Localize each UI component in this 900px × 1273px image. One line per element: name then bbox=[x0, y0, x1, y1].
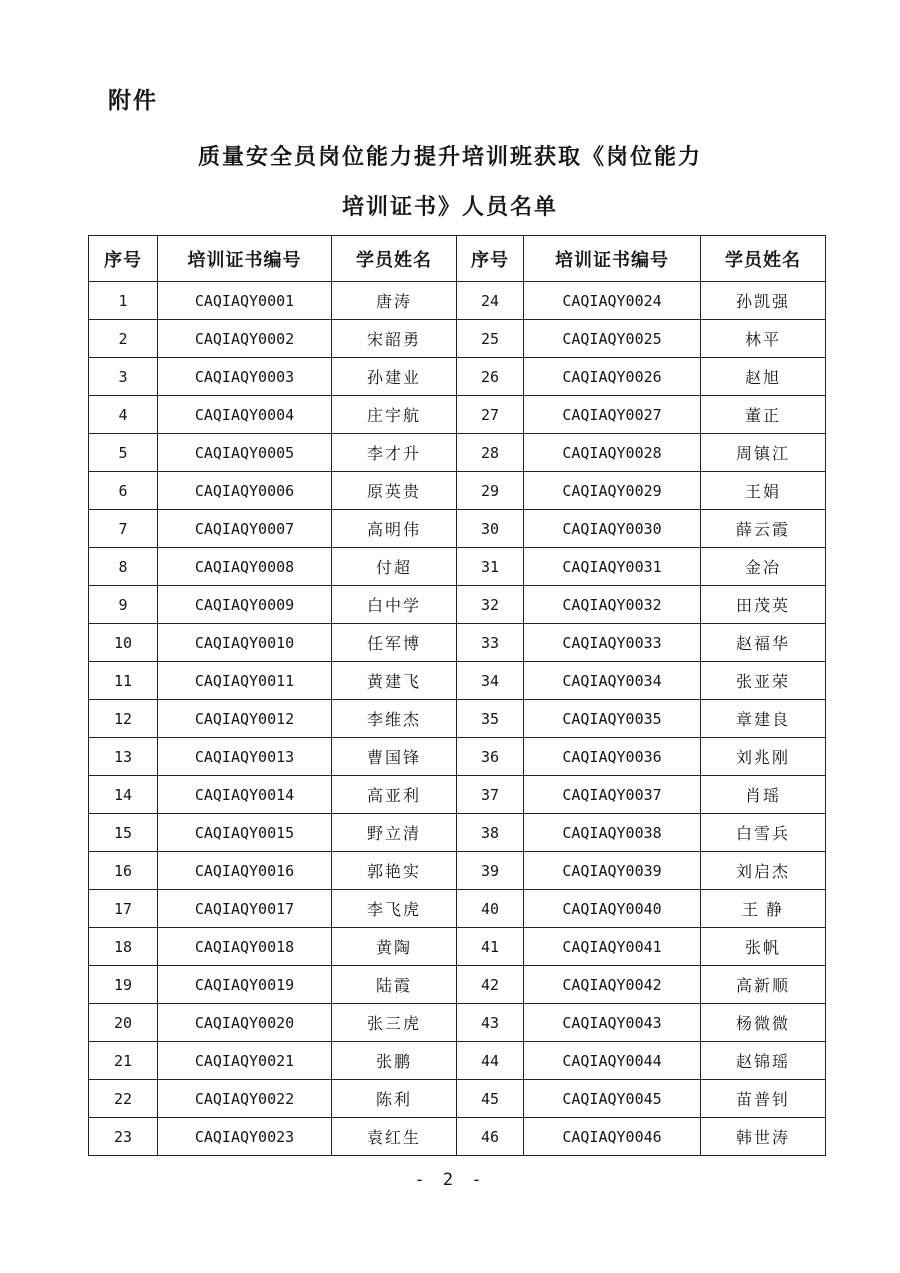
certificate-number-cell: CAQIAQY0026 bbox=[524, 358, 701, 396]
student-name-cell: 赵锦瑶 bbox=[701, 1042, 826, 1080]
certificate-number-cell: CAQIAQY0014 bbox=[158, 776, 332, 814]
student-name-cell: 高新顺 bbox=[701, 966, 826, 1004]
student-name-cell: 高明伟 bbox=[332, 510, 457, 548]
table-row bbox=[89, 700, 826, 738]
certificate-number-cell: CAQIAQY0013 bbox=[158, 738, 332, 776]
certificate-number-cell: CAQIAQY0020 bbox=[158, 1004, 332, 1042]
serial-number-cell: 6 bbox=[89, 472, 158, 510]
serial-number-cell: 41 bbox=[457, 928, 524, 966]
student-name-cell: 庄宇航 bbox=[332, 396, 457, 434]
table-row bbox=[89, 358, 826, 396]
student-name-cell: 肖瑶 bbox=[701, 776, 826, 814]
student-name-cell: 曹国锋 bbox=[332, 738, 457, 776]
serial-number-cell: 7 bbox=[89, 510, 158, 548]
certificate-number-cell: CAQIAQY0011 bbox=[158, 662, 332, 700]
table-row bbox=[89, 738, 826, 776]
serial-number-cell: 31 bbox=[457, 548, 524, 586]
serial-number-cell: 26 bbox=[457, 358, 524, 396]
certificate-number-cell: CAQIAQY0003 bbox=[158, 358, 332, 396]
serial-number-cell: 42 bbox=[457, 966, 524, 1004]
student-name-cell: 孙建业 bbox=[332, 358, 457, 396]
serial-number-cell: 32 bbox=[457, 586, 524, 624]
table-row bbox=[89, 662, 826, 700]
table-row bbox=[89, 1118, 826, 1156]
certificate-number-cell: CAQIAQY0023 bbox=[158, 1118, 332, 1156]
certificate-number-cell: CAQIAQY0037 bbox=[524, 776, 701, 814]
certificate-roster-table bbox=[88, 235, 826, 1156]
serial-number-cell: 17 bbox=[89, 890, 158, 928]
column-header-serial-left: 序号 bbox=[89, 236, 158, 282]
table-row bbox=[89, 890, 826, 928]
student-name-cell: 田茂英 bbox=[701, 586, 826, 624]
certificate-number-cell: CAQIAQY0034 bbox=[524, 662, 701, 700]
serial-number-cell: 10 bbox=[89, 624, 158, 662]
certificate-number-cell: CAQIAQY0005 bbox=[158, 434, 332, 472]
serial-number-cell: 21 bbox=[89, 1042, 158, 1080]
title-line-1: 质量安全员岗位能力提升培训班获取《岗位能力 bbox=[197, 144, 702, 169]
student-name-cell: 孙凯强 bbox=[701, 282, 826, 320]
student-name-cell: 高亚利 bbox=[332, 776, 457, 814]
certificate-number-cell: CAQIAQY0017 bbox=[158, 890, 332, 928]
student-name-cell: 赵福华 bbox=[701, 624, 826, 662]
student-name-cell: 林平 bbox=[701, 320, 826, 358]
serial-number-cell: 39 bbox=[457, 852, 524, 890]
serial-number-cell: 19 bbox=[89, 966, 158, 1004]
table-header-row bbox=[89, 236, 826, 282]
certificate-number-cell: CAQIAQY0025 bbox=[524, 320, 701, 358]
table-row bbox=[89, 966, 826, 1004]
student-name-cell: 李维杰 bbox=[332, 700, 457, 738]
student-name-cell: 杨微微 bbox=[701, 1004, 826, 1042]
serial-number-cell: 24 bbox=[457, 282, 524, 320]
student-name-cell: 张亚荣 bbox=[701, 662, 826, 700]
student-name-cell: 任军博 bbox=[332, 624, 457, 662]
serial-number-cell: 23 bbox=[89, 1118, 158, 1156]
certificate-number-cell: CAQIAQY0010 bbox=[158, 624, 332, 662]
certificate-number-cell: CAQIAQY0043 bbox=[524, 1004, 701, 1042]
serial-number-cell: 30 bbox=[457, 510, 524, 548]
table-row bbox=[89, 320, 826, 358]
student-name-cell: 章建良 bbox=[701, 700, 826, 738]
student-name-cell: 宋韶勇 bbox=[332, 320, 457, 358]
student-name-cell: 韩世涛 bbox=[701, 1118, 826, 1156]
certificate-number-cell: CAQIAQY0031 bbox=[524, 548, 701, 586]
certificate-number-cell: CAQIAQY0002 bbox=[158, 320, 332, 358]
student-name-cell: 原英贵 bbox=[332, 472, 457, 510]
table-row bbox=[89, 434, 826, 472]
student-name-cell: 付超 bbox=[332, 548, 457, 586]
certificate-number-cell: CAQIAQY0007 bbox=[158, 510, 332, 548]
table-row bbox=[89, 776, 826, 814]
certificate-number-cell: CAQIAQY0027 bbox=[524, 396, 701, 434]
serial-number-cell: 37 bbox=[457, 776, 524, 814]
serial-number-cell: 4 bbox=[89, 396, 158, 434]
serial-number-cell: 40 bbox=[457, 890, 524, 928]
certificate-number-cell: CAQIAQY0009 bbox=[158, 586, 332, 624]
student-name-cell: 张鹏 bbox=[332, 1042, 457, 1080]
certificate-number-cell: CAQIAQY0019 bbox=[158, 966, 332, 1004]
certificate-number-cell: CAQIAQY0016 bbox=[158, 852, 332, 890]
serial-number-cell: 28 bbox=[457, 434, 524, 472]
serial-number-cell: 2 bbox=[89, 320, 158, 358]
student-name-cell: 薛云霞 bbox=[701, 510, 826, 548]
table-row bbox=[89, 624, 826, 662]
student-name-cell: 李才升 bbox=[332, 434, 457, 472]
table-row bbox=[89, 1042, 826, 1080]
serial-number-cell: 5 bbox=[89, 434, 158, 472]
certificate-number-cell: CAQIAQY0033 bbox=[524, 624, 701, 662]
serial-number-cell: 38 bbox=[457, 814, 524, 852]
certificate-number-cell: CAQIAQY0024 bbox=[524, 282, 701, 320]
student-name-cell: 白中学 bbox=[332, 586, 457, 624]
serial-number-cell: 14 bbox=[89, 776, 158, 814]
certificate-number-cell: CAQIAQY0006 bbox=[158, 472, 332, 510]
serial-number-cell: 36 bbox=[457, 738, 524, 776]
table-row bbox=[89, 396, 826, 434]
certificate-number-cell: CAQIAQY0046 bbox=[524, 1118, 701, 1156]
table-row bbox=[89, 1080, 826, 1118]
student-name-cell: 张三虎 bbox=[332, 1004, 457, 1042]
student-name-cell: 黄陶 bbox=[332, 928, 457, 966]
certificate-number-cell: CAQIAQY0001 bbox=[158, 282, 332, 320]
certificate-number-cell: CAQIAQY0036 bbox=[524, 738, 701, 776]
certificate-number-cell: CAQIAQY0042 bbox=[524, 966, 701, 1004]
student-name-cell: 刘启杰 bbox=[701, 852, 826, 890]
certificate-number-cell: CAQIAQY0030 bbox=[524, 510, 701, 548]
serial-number-cell: 15 bbox=[89, 814, 158, 852]
serial-number-cell: 35 bbox=[457, 700, 524, 738]
certificate-number-cell: CAQIAQY0021 bbox=[158, 1042, 332, 1080]
serial-number-cell: 1 bbox=[89, 282, 158, 320]
certificate-number-cell: CAQIAQY0008 bbox=[158, 548, 332, 586]
column-header-certificate-left: 培训证书编号 bbox=[158, 236, 332, 282]
certificate-number-cell: CAQIAQY0035 bbox=[524, 700, 701, 738]
student-name-cell: 刘兆刚 bbox=[701, 738, 826, 776]
student-name-cell: 唐涛 bbox=[332, 282, 457, 320]
certificate-number-cell: CAQIAQY0032 bbox=[524, 586, 701, 624]
table-row bbox=[89, 510, 826, 548]
student-name-cell: 野立清 bbox=[332, 814, 457, 852]
certificate-number-cell: CAQIAQY0039 bbox=[524, 852, 701, 890]
serial-number-cell: 27 bbox=[457, 396, 524, 434]
certificate-number-cell: CAQIAQY0041 bbox=[524, 928, 701, 966]
certificate-number-cell: CAQIAQY0015 bbox=[158, 814, 332, 852]
student-name-cell: 陈利 bbox=[332, 1080, 457, 1118]
serial-number-cell: 43 bbox=[457, 1004, 524, 1042]
table-row bbox=[89, 548, 826, 586]
table-row bbox=[89, 472, 826, 510]
table-row bbox=[89, 814, 826, 852]
column-header-certificate-right: 培训证书编号 bbox=[524, 236, 701, 282]
student-name-cell: 董正 bbox=[701, 396, 826, 434]
serial-number-cell: 20 bbox=[89, 1004, 158, 1042]
table-row bbox=[89, 1004, 826, 1042]
certificate-number-cell: CAQIAQY0022 bbox=[158, 1080, 332, 1118]
student-name-cell: 金冶 bbox=[701, 548, 826, 586]
serial-number-cell: 11 bbox=[89, 662, 158, 700]
student-name-cell: 王 静 bbox=[701, 890, 826, 928]
serial-number-cell: 44 bbox=[457, 1042, 524, 1080]
table-row bbox=[89, 852, 826, 890]
certificate-number-cell: CAQIAQY0004 bbox=[158, 396, 332, 434]
certificate-number-cell: CAQIAQY0028 bbox=[524, 434, 701, 472]
serial-number-cell: 25 bbox=[457, 320, 524, 358]
student-name-cell: 赵旭 bbox=[701, 358, 826, 396]
student-name-cell: 黄建飞 bbox=[332, 662, 457, 700]
attachment-label: 附件 bbox=[108, 88, 158, 113]
certificate-number-cell: CAQIAQY0029 bbox=[524, 472, 701, 510]
serial-number-cell: 8 bbox=[89, 548, 158, 586]
student-name-cell: 苗普钊 bbox=[701, 1080, 826, 1118]
serial-number-cell: 16 bbox=[89, 852, 158, 890]
certificate-number-cell: CAQIAQY0038 bbox=[524, 814, 701, 852]
serial-number-cell: 12 bbox=[89, 700, 158, 738]
student-name-cell: 周镇江 bbox=[701, 434, 826, 472]
column-header-serial-right: 序号 bbox=[457, 236, 524, 282]
serial-number-cell: 18 bbox=[89, 928, 158, 966]
certificate-number-cell: CAQIAQY0012 bbox=[158, 700, 332, 738]
certificate-number-cell: CAQIAQY0018 bbox=[158, 928, 332, 966]
column-header-name-left: 学员姓名 bbox=[332, 236, 457, 282]
serial-number-cell: 46 bbox=[457, 1118, 524, 1156]
serial-number-cell: 9 bbox=[89, 586, 158, 624]
certificate-number-cell: CAQIAQY0044 bbox=[524, 1042, 701, 1080]
serial-number-cell: 22 bbox=[89, 1080, 158, 1118]
table-row bbox=[89, 282, 826, 320]
student-name-cell: 袁红生 bbox=[332, 1118, 457, 1156]
document-title bbox=[0, 132, 900, 232]
page-number: - 2 - bbox=[414, 1170, 486, 1190]
student-name-cell: 王娟 bbox=[701, 472, 826, 510]
table-row bbox=[89, 928, 826, 966]
serial-number-cell: 34 bbox=[457, 662, 524, 700]
student-name-cell: 张帆 bbox=[701, 928, 826, 966]
title-line-2: 培训证书》人员名单 bbox=[341, 194, 558, 219]
serial-number-cell: 3 bbox=[89, 358, 158, 396]
serial-number-cell: 33 bbox=[457, 624, 524, 662]
student-name-cell: 陆霞 bbox=[332, 966, 457, 1004]
column-header-name-right: 学员姓名 bbox=[701, 236, 826, 282]
student-name-cell: 白雪兵 bbox=[701, 814, 826, 852]
student-name-cell: 郭艳实 bbox=[332, 852, 457, 890]
serial-number-cell: 29 bbox=[457, 472, 524, 510]
serial-number-cell: 13 bbox=[89, 738, 158, 776]
certificate-number-cell: CAQIAQY0040 bbox=[524, 890, 701, 928]
certificate-number-cell: CAQIAQY0045 bbox=[524, 1080, 701, 1118]
table-row bbox=[89, 586, 826, 624]
student-name-cell: 李飞虎 bbox=[332, 890, 457, 928]
serial-number-cell: 45 bbox=[457, 1080, 524, 1118]
